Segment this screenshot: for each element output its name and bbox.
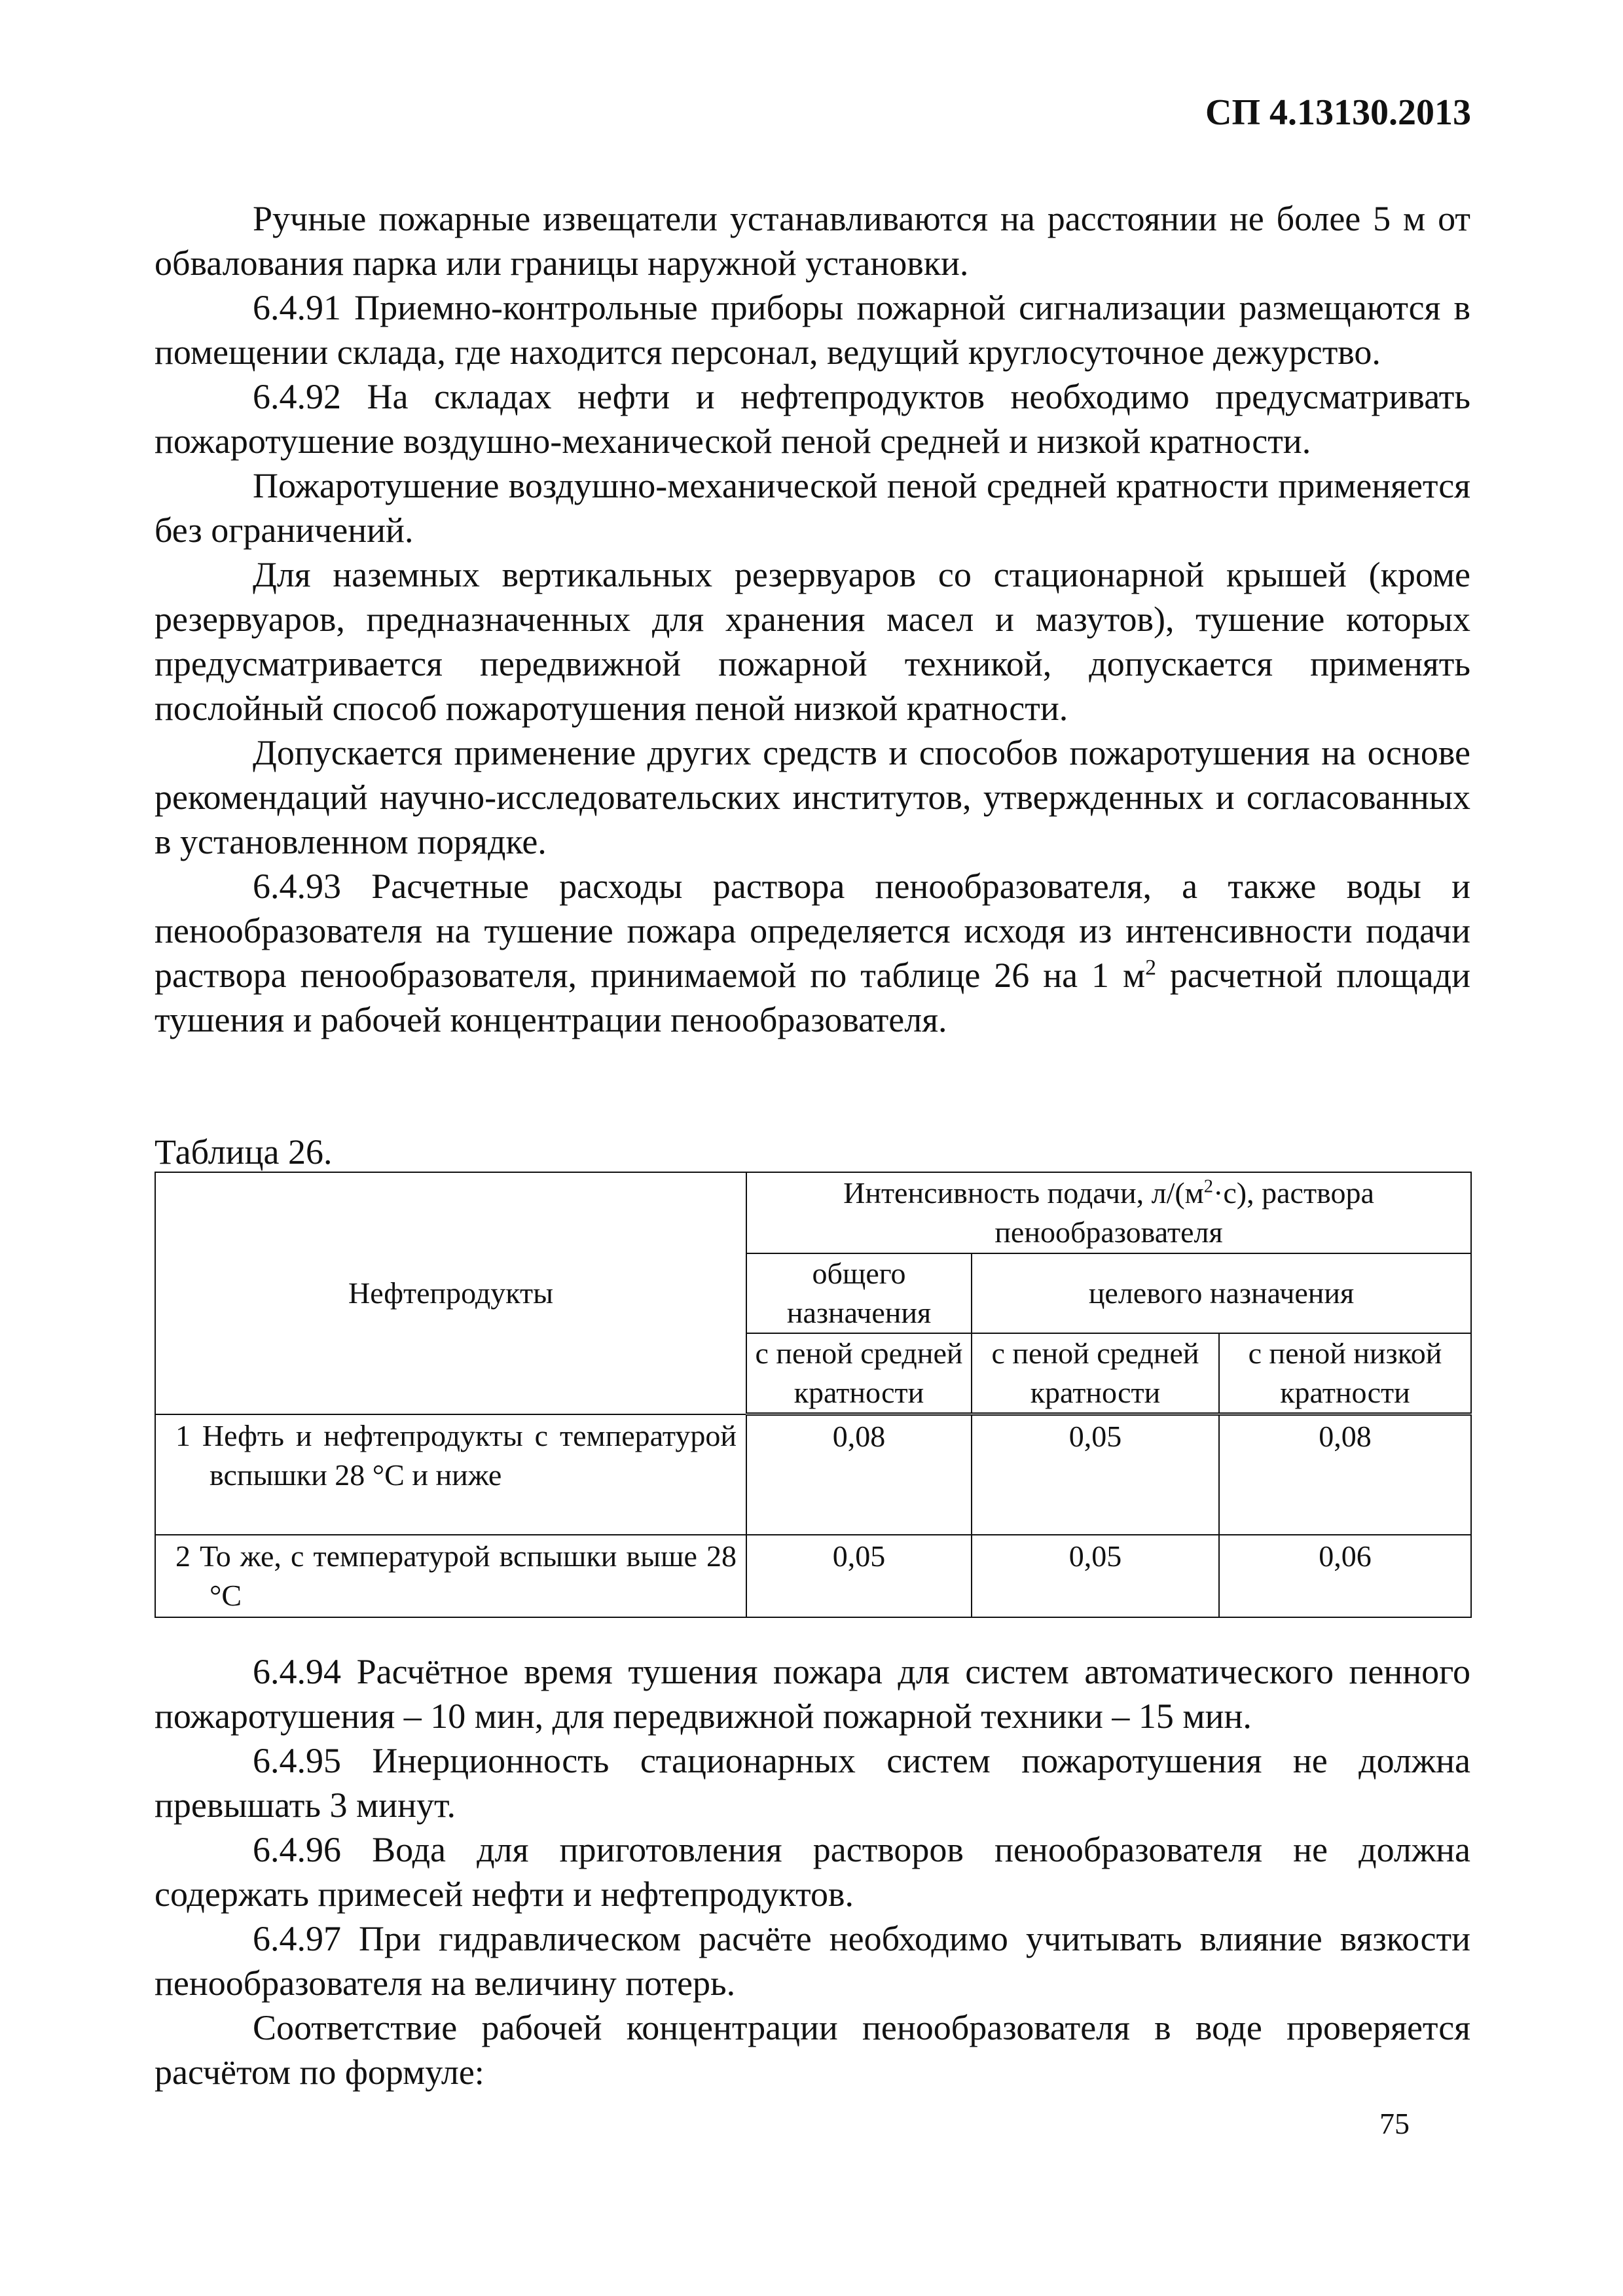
column-header-general: общего назначения xyxy=(746,1253,972,1333)
column-header-products: Нефтепродукты xyxy=(155,1172,746,1414)
header-text: ·с), раствора пенообразователя xyxy=(994,1176,1374,1249)
header-text: Интенсивность подачи, л/(м xyxy=(843,1176,1204,1210)
table-cell: 0,06 xyxy=(1219,1535,1471,1617)
column-header-low: с пеной низкой кратности xyxy=(1219,1333,1471,1414)
paragraph: 6.4.95 Инерционность стационарных систем пожаротушения не должна превышать 3 минут. xyxy=(155,1741,1470,1825)
paragraph xyxy=(155,864,1470,1042)
row-label: 1 Нефть и нефтепродукты с температурой вспышки 28 °С и ниже xyxy=(155,1414,746,1535)
paragraph-text: 6.4.93 Расчетные расходы раствора пенообразователя, а также воды и пенообразователя на тушение пожара определяется исходя из интенсивности подачи раствора пенообразователя, принимаемой по таблице 26 на 1 м xyxy=(155,867,1470,995)
table-cell: 0,05 xyxy=(972,1414,1219,1535)
table-row xyxy=(155,1414,1471,1535)
paragraph: Пожаротушение воздушно-механической пеной средней кратности применяется без ограничений. xyxy=(155,466,1470,550)
column-header-intensity xyxy=(746,1172,1471,1253)
row-label: 2 То же, с температурой вспышки выше 28 °С xyxy=(155,1535,746,1617)
document-code: СП 4.13130.2013 xyxy=(1205,92,1471,133)
column-header-medium-1: с пеной средней кратности xyxy=(746,1333,972,1414)
paragraph-text: расчетной площади тушения и рабочей концентрации пенообразователя. xyxy=(155,956,1470,1039)
paragraph: 6.4.91 Приемно-контрольные приборы пожарной сигнализации размещаются в помещении склада, где находится персонал, ведущий круглосуточное дежурство. xyxy=(155,288,1470,372)
superscript: 2 xyxy=(1145,956,1156,980)
paragraph: 6.4.92 На складах нефти и нефтепродуктов необходимо предусматривать пожаротушение воздушно-механической пеной средней и низкой кратности. xyxy=(155,377,1470,461)
paragraph: Для наземных вертикальных резервуаров со стационарной крышей (кроме резервуаров, предназначенных для хранения масел и мазутов), тушение которых предусматривается передвижной пожарной техникой, допускается применять послойный способ пожаротушения пеной низкой кратности. xyxy=(155,555,1470,728)
table-cell: 0,08 xyxy=(746,1414,972,1535)
paragraph: Соответствие рабочей концентрации пенообразователя в воде проверяется расчётом по формуле: xyxy=(155,2008,1470,2092)
table-cell: 0,08 xyxy=(1219,1414,1471,1535)
body-text xyxy=(155,196,1470,1042)
paragraph: Допускается применение других средств и способов пожаротушения на основе рекомендаций научно-исследовательских институтов, утвержденных и согласованных в установленном порядке. xyxy=(155,733,1470,861)
table-caption: Таблица 26. xyxy=(155,1132,333,1172)
table-row xyxy=(155,1535,1471,1617)
superscript: 2 xyxy=(1203,1176,1214,1197)
foam-intensity-table xyxy=(155,1172,1472,1618)
column-header-target: целевого назначения xyxy=(972,1253,1471,1333)
table-cell: 0,05 xyxy=(746,1535,972,1617)
paragraph: Ручные пожарные извещатели устанавливаются на расстоянии не более 5 м от обвалования парка или границы наружной установки. xyxy=(155,199,1470,283)
page-number: 75 xyxy=(1379,2107,1410,2140)
paragraph: 6.4.97 При гидравлическом расчёте необходимо учитывать влияние вязкости пенообразователя на величину потерь. xyxy=(155,1919,1470,2003)
body-text-after-table xyxy=(155,1649,1470,2094)
column-header-medium-2: с пеной средней кратности xyxy=(972,1333,1219,1414)
table-cell: 0,05 xyxy=(972,1535,1219,1617)
paragraph: 6.4.94 Расчётное время тушения пожара для систем автоматического пенного пожаротушения – 10 мин, для передвижной пожарной техники – 15 мин. xyxy=(155,1652,1470,1736)
paragraph: 6.4.96 Вода для приготовления растворов пенообразователя не должна содержать примесей нефти и нефтепродуктов. xyxy=(155,1830,1470,1914)
